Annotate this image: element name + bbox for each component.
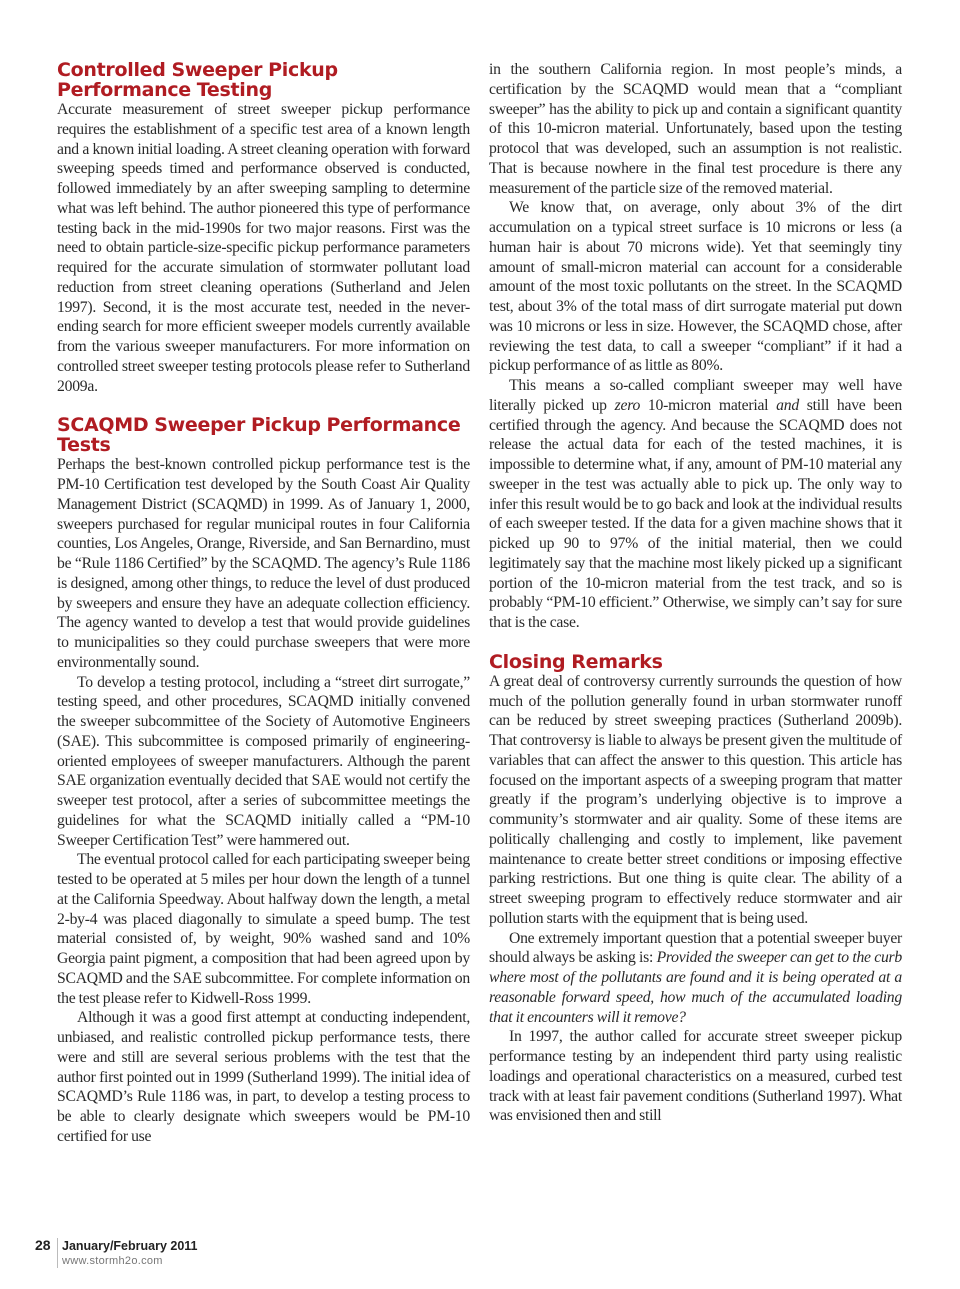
section-heading-closing-remarks: Closing Remarks xyxy=(489,650,663,673)
paragraph: We know that, on average, only about 3% of the dirt accumulation on a typical street surface is 10 microns or less (a human hair is about 70 microns wide). Yet that seemingly tiny amount of small-micron material can account for a considerable amount of the most toxic pollutants on the street. In the SCAQMD test, about 3% of the total mass of dirt surrogate material put down was 10 microns or less in size. However, the SCAQMD chose, after reviewing the test data, to call a sweeper “compliant” if it had a pickup performance of as little as 80%. xyxy=(489,199,902,375)
paragraph: The eventual protocol called for each participating sweeper being tested to be operated at 5 miles per hour down the length of a tunnel at the California Speedway. About halfway down the length, a metal 2-by-4 was placed diagonally to simulate a speed bump. The test material consisted of, by weight, 90% washed sand and 10% Georgia paint pigment, a composition that had been agreed upon by SCAQMD and the SAE subcommittee. For complete information on the test please refer to Kidwell-Ross 1999. xyxy=(57,851,470,1007)
right-column xyxy=(489,60,902,1126)
text-run: One extremely important question that a potential sweeper buyer should always be asking is: xyxy=(489,929,902,967)
paragraph: To develop a testing protocol, including a “street dirt surrogate,” testing speed, and other procedures, SCAQMD initially convened the sweeper subcommittee of the Society of Automotive Engineers (SAE). This subcommittee is composed primarily of engineering-oriented employees of sweeper manufacturers. Although the parent SAE organization eventually decided that SAE would not certify the sweeper test protocol, after a series of subcommittee meetings the guidelines for what the SCAQMD initially called a “PM-10 Sweeper Certification Test” were hammered out. xyxy=(57,673,470,849)
paragraph: Perhaps the best-known controlled pickup performance test is the PM-10 Certification test developed by the South Coast Air Quality Management District (SCAQMD) in 1999. As of January 1, 2000, sweepers purchased for regular municipal routes in four California counties, Los Angeles, Orange, Riverside, and San Bernardino, must be “Rule 1186 Certified” by the SCAQMD. The agency’s Rule 1186 is designed, among other things, to reduce the level of dust produced by sweepers and ensure they have an adequate collection efficiency. The agency wanted to develop a test that would provide guidelines to municipalities so they could purchase sweepers that were more environmentally sound. xyxy=(57,456,470,671)
emphasis-zero: zero xyxy=(614,396,641,414)
paragraph: Although it was a good first attempt at conducting independent, unbiased, and realistic controlled pickup performance tests, there were and still are several serious problems with the test that the author first pointed out in 1999 (Sutherland 1999). The initial idea of SCAQMD’s Rule 1186 was, in part, to develop a testing process to be able to clearly designate which sweepers would be PM-10 certified for use xyxy=(57,1009,470,1145)
emphasis-question: Provided the sweeper can get to the curb where most of the pollutants are found and it is being operated at a reasonable forward speed, how much of the accumulated loading that it encounters will it remove? xyxy=(489,949,902,1026)
text-run: 10-micron material xyxy=(640,396,777,414)
paragraph: Accurate measurement of street sweeper pickup performance requires the establishment of a specific test area of a known length and a known initial loading. A street cleaning operation with forward sweeping speeds timed and performance observed is conducted, followed immediately by an after sweeping sampling to determine what was left behind. The author pioneered this type of performance testing back in the mid-1990s for two major reasons. First was the need to obtain particle-size-specific pickup performance parameters required for the accurate simulation of stormwater pollutant load reduction from street cleaning operations (Sutherland and Jelen 1997). Second, it is the most accurate test, needed in the never-ending search for more efficient sweeper models currently available from the various sweeper manufacturers. For more information on controlled street sweeper testing protocols please refer to Sutherland 2009a. xyxy=(57,101,470,395)
website-link[interactable]: www.stormh2o.com xyxy=(62,1255,163,1267)
paragraph xyxy=(489,376,902,633)
section-heading-controlled-testing: Controlled Sweeper Pickup Performance Testing xyxy=(57,59,338,101)
text-run: still have been certified through the agency. And because the SCAQMD does not release the actual data for each of the tested machines, it is impossible to determine what, if any, amount of PM-10 material any sweeper in the test was actually able to pick up. The only way to infer this result would be to go back and look at the individual results of each sweeper tested. If the data for a given machine shows that it picked up 90 to 97% of the initial material, then we could legitimately say that the machine most likely picked up a significant portion of the 10-micron material from the test track, and so is probably “PM-10 efficient.” Otherwise, we simply can’t say for sure that is the case. xyxy=(489,396,902,631)
issue-date: January/February 2011 xyxy=(62,1239,198,1253)
section-heading-scaqmd-tests: SCAQMD Sweeper Pickup Performance Tests xyxy=(57,414,461,457)
text-run: This means a so-called compliant sweeper may well have literally picked up xyxy=(489,377,902,414)
page-number: 28 xyxy=(35,1237,51,1253)
paragraph xyxy=(489,929,902,1028)
footer-divider xyxy=(57,1238,58,1268)
paragraph: in the southern California region. In most people’s minds, a certification by the SCAQMD would mean that a “compliant sweeper” has the ability to pick up and contain a significant quantity of this 10-micron material. Unfortunately, based upon the testing protocol that was developed, such an assumption is not realistic. That is because nowhere in the final test procedure is there any measurement of the particle size of the removed material. xyxy=(489,61,902,197)
paragraph: In 1997, the author called for accurate street sweeper pickup performance testing by an independent third party using realistic loadings and operational characteristics on a measured, curbed test track with at least fair pavement conditions (Sutherland 1997). What was envisioned then and still xyxy=(489,1028,902,1125)
emphasis-and: and xyxy=(776,396,799,414)
left-column xyxy=(57,60,470,1147)
paragraph: A great deal of controversy currently surrounds the question of how much of the pollution generally found in urban stormwater runoff can be reduced by street sweeping practices (Sutherland 2009b). That controversy is liable to always be present given the multitude of variables that can affect the answer to this question. This article has focused on the important aspects of a sweeping program that matter greatly if the program’s underlying objective is to improve a community’s stormwater and air quality. Some of these items are politically challenging and costly to implement, like pavement maintenance to create better street conditions or imposing effective parking restrictions. But one thing is quite clear. The ability of a street sweeping program to effectively reduce stormwater and air pollution starts with the equipment that is being used. xyxy=(489,672,902,927)
